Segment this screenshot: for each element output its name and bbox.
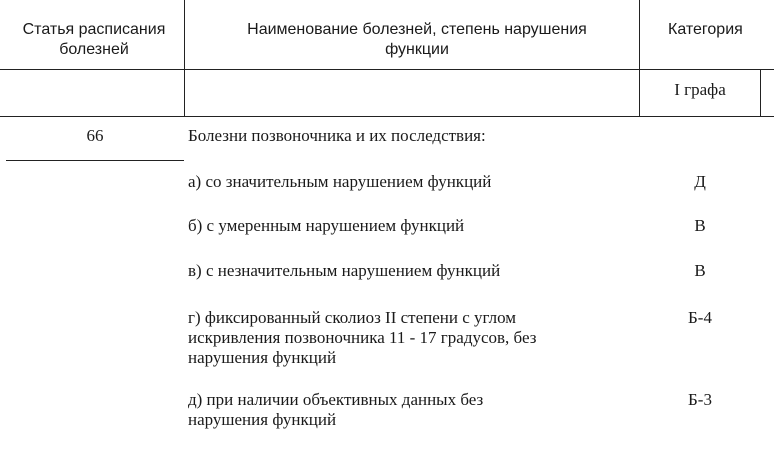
item-g-text: г) фиксированный сколиоз II степени с углом искривления позвоночника 11 - 17 градусов, без нарушения функций xyxy=(188,308,537,367)
item-d-text: д) при наличии объективных данных без нарушения функций xyxy=(188,390,484,429)
header-article-column: Статья расписания болезней xyxy=(22,21,166,58)
column-divider-1 xyxy=(184,0,185,117)
item-b-category: В xyxy=(694,216,706,235)
header-disease-column: Наименование болезней, степень нарушения функции xyxy=(247,21,587,58)
item-d-category: Б-3 xyxy=(688,390,712,409)
item-v-text: в) с незначительным нарушением функций xyxy=(188,261,501,280)
item-v-category: В xyxy=(694,261,706,280)
header-divider-line xyxy=(0,69,774,70)
item-a-text: а) со значительным нарушением функций xyxy=(188,172,492,191)
header-subcolumn-grafa-1: I графа xyxy=(674,80,726,99)
article-number-underline xyxy=(6,160,184,161)
item-g-category: Б-4 xyxy=(688,308,712,327)
header-bottom-line xyxy=(0,116,774,117)
item-a-category: Д xyxy=(694,172,706,191)
item-b-text: б) с умеренным нарушением функций xyxy=(188,216,465,235)
article-title: Болезни позвоночника и их последствия: xyxy=(188,126,486,145)
column-divider-2 xyxy=(639,0,640,117)
article-number: 66 xyxy=(86,126,104,145)
header-category-column: Категория xyxy=(668,21,743,38)
subcolumn-divider xyxy=(760,69,761,117)
